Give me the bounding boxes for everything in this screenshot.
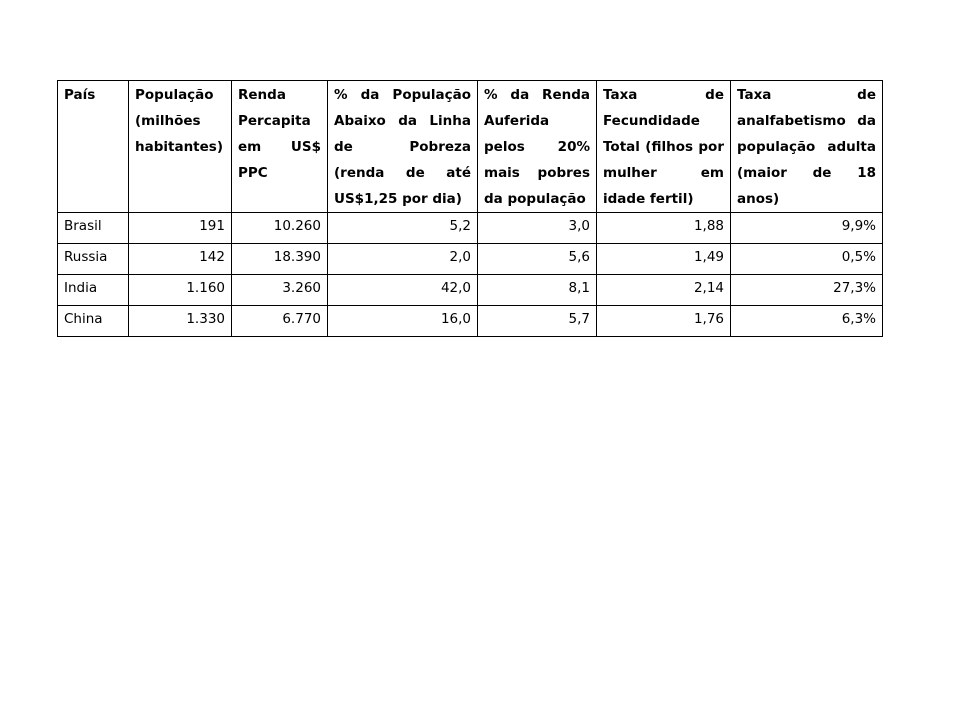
cell-income-per-capita: 3.260	[232, 275, 328, 306]
cell-income-share-poorest: 3,0	[478, 213, 597, 244]
cell-population: 1.330	[129, 306, 232, 337]
header-row	[58, 81, 883, 213]
cell-income-share-poorest: 5,7	[478, 306, 597, 337]
table-row	[58, 306, 883, 337]
cell-income-per-capita: 6.770	[232, 306, 328, 337]
header-illiteracy-rate: Taxa de analfabetismo da população adulta (maior de 18 anos)	[731, 81, 883, 213]
header-population: População (milhões habitantes)	[129, 81, 232, 213]
cell-country: India	[58, 275, 129, 306]
cell-population: 1.160	[129, 275, 232, 306]
cell-poverty-rate: 16,0	[328, 306, 478, 337]
cell-population: 191	[129, 213, 232, 244]
cell-country: China	[58, 306, 129, 337]
cell-income-share-poorest: 8,1	[478, 275, 597, 306]
cell-fertility-rate: 2,14	[597, 275, 731, 306]
cell-poverty-rate: 42,0	[328, 275, 478, 306]
header-country: País	[58, 81, 129, 213]
cell-fertility-rate: 1,49	[597, 244, 731, 275]
cell-fertility-rate: 1,88	[597, 213, 731, 244]
cell-illiteracy-rate: 6,3%	[731, 306, 883, 337]
header-income-share-poorest: % da Renda Auferida pelos 20% mais pobres da população	[478, 81, 597, 213]
table-row	[58, 213, 883, 244]
cell-income-per-capita: 10.260	[232, 213, 328, 244]
cell-illiteracy-rate: 0,5%	[731, 244, 883, 275]
cell-population: 142	[129, 244, 232, 275]
cell-poverty-rate: 2,0	[328, 244, 478, 275]
cell-fertility-rate: 1,76	[597, 306, 731, 337]
cell-poverty-rate: 5,2	[328, 213, 478, 244]
cell-income-share-poorest: 5,6	[478, 244, 597, 275]
cell-country: Russia	[58, 244, 129, 275]
cell-illiteracy-rate: 9,9%	[731, 213, 883, 244]
header-income-per-capita: Renda Percapita em US$ PPC	[232, 81, 328, 213]
cell-country: Brasil	[58, 213, 129, 244]
table-row	[58, 244, 883, 275]
header-fertility-rate: Taxa de Fecundidade Total (filhos por mulher em idade fertil)	[597, 81, 731, 213]
header-poverty-rate: % da População Abaixo da Linha de Pobreza (renda de até US$1,25 por dia)	[328, 81, 478, 213]
cell-illiteracy-rate: 27,3%	[731, 275, 883, 306]
cell-income-per-capita: 18.390	[232, 244, 328, 275]
table-row	[58, 275, 883, 306]
country-indicators-table	[57, 80, 883, 337]
